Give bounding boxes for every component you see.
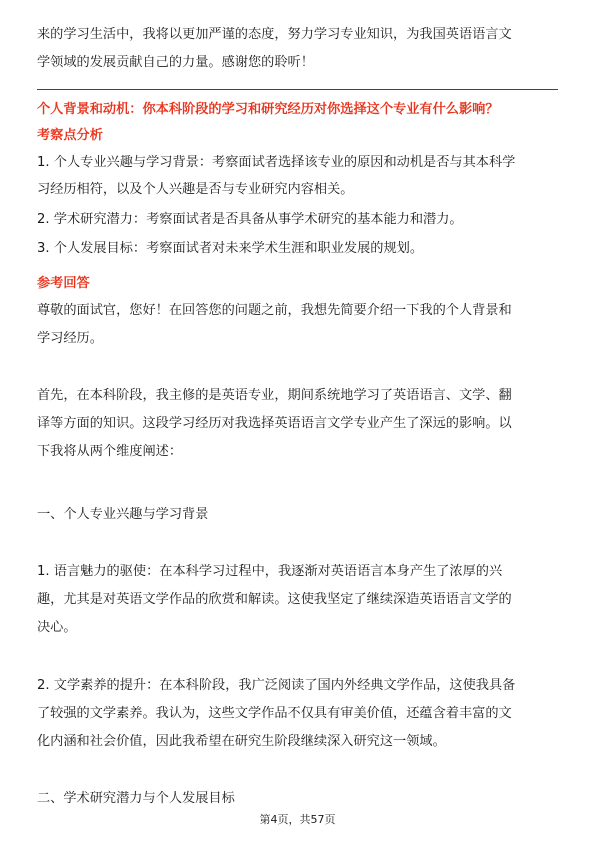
page-number: 第4页，共57页 bbox=[259, 813, 336, 826]
answer-paragraph-line: 首先，在本科阶段，我主修的是英语专业，期间系统地学习了英语语言、文学、翻 bbox=[37, 388, 512, 403]
answer-item-line: 化内涵和社会价值，因此我希望在研究生阶段继续深入研究这一领域。 bbox=[37, 734, 446, 749]
analysis-line: 1. 个人专业兴趣与学习背景：考察面试者选择该专业的原因和动机是否与其本科学 bbox=[37, 155, 516, 170]
intro-line: 学领域的发展贡献自己的力量。感谢您的聆听！ bbox=[37, 55, 314, 70]
analysis-line: 2. 学术研究潜力：考察面试者是否具备从事学术研究的基本能力和潜力。 bbox=[37, 212, 463, 227]
section-heading: 一、个人专业兴趣与学习背景 bbox=[37, 507, 209, 522]
answer-paragraph-line: 下我将从两个维度阐述： bbox=[37, 444, 183, 459]
analysis-line: 习经历相符，以及个人兴趣是否与专业研究内容相关。 bbox=[37, 182, 354, 197]
answer-item-line: 了较强的文学素养。我认为，这些文学作品不仅具有审美价值，还蕴含着丰富的文 bbox=[37, 706, 512, 721]
section-heading: 二、学术研究潜力与个人发展目标 bbox=[37, 791, 235, 806]
answer-paragraph-line: 尊敬的面试官，您好！在回答您的问题之前，我想先简要介绍一下我的个人背景和 bbox=[37, 303, 512, 318]
analysis-line: 3. 个人发展目标：考察面试者对未来学术生涯和职业发展的规划。 bbox=[37, 241, 424, 256]
answer-item-line: 决心。 bbox=[37, 620, 77, 635]
analysis-heading: 考察点分析 bbox=[37, 128, 103, 143]
answer-heading: 参考回答 bbox=[37, 276, 90, 291]
answer-item-line: 趣，尤其是对英语文学作品的欣赏和解读。这使我坚定了继续深造英语语言文学的 bbox=[37, 592, 512, 607]
question-heading: 个人背景和动机：你本科阶段的学习和研究经历对你选择这个专业有什么影响？ bbox=[37, 102, 499, 117]
divider bbox=[37, 89, 558, 90]
answer-item-line: 2. 文学素养的提升：在本科阶段，我广泛阅读了国内外经典文学作品，这使我具备 bbox=[37, 678, 516, 693]
answer-item-line: 1. 语言魅力的驱使：在本科学习过程中，我逐渐对英语语言本身产生了浓厚的兴 bbox=[37, 564, 503, 579]
answer-paragraph-line: 学习经历。 bbox=[37, 331, 103, 346]
intro-line: 来的学习生活中，我将以更加严谨的态度，努力学习专业知识，为我国英语语言文 bbox=[37, 27, 512, 42]
answer-paragraph-line: 译等方面的知识。这段学习经历对我选择英语语言文学专业产生了深远的影响。以 bbox=[37, 416, 512, 431]
